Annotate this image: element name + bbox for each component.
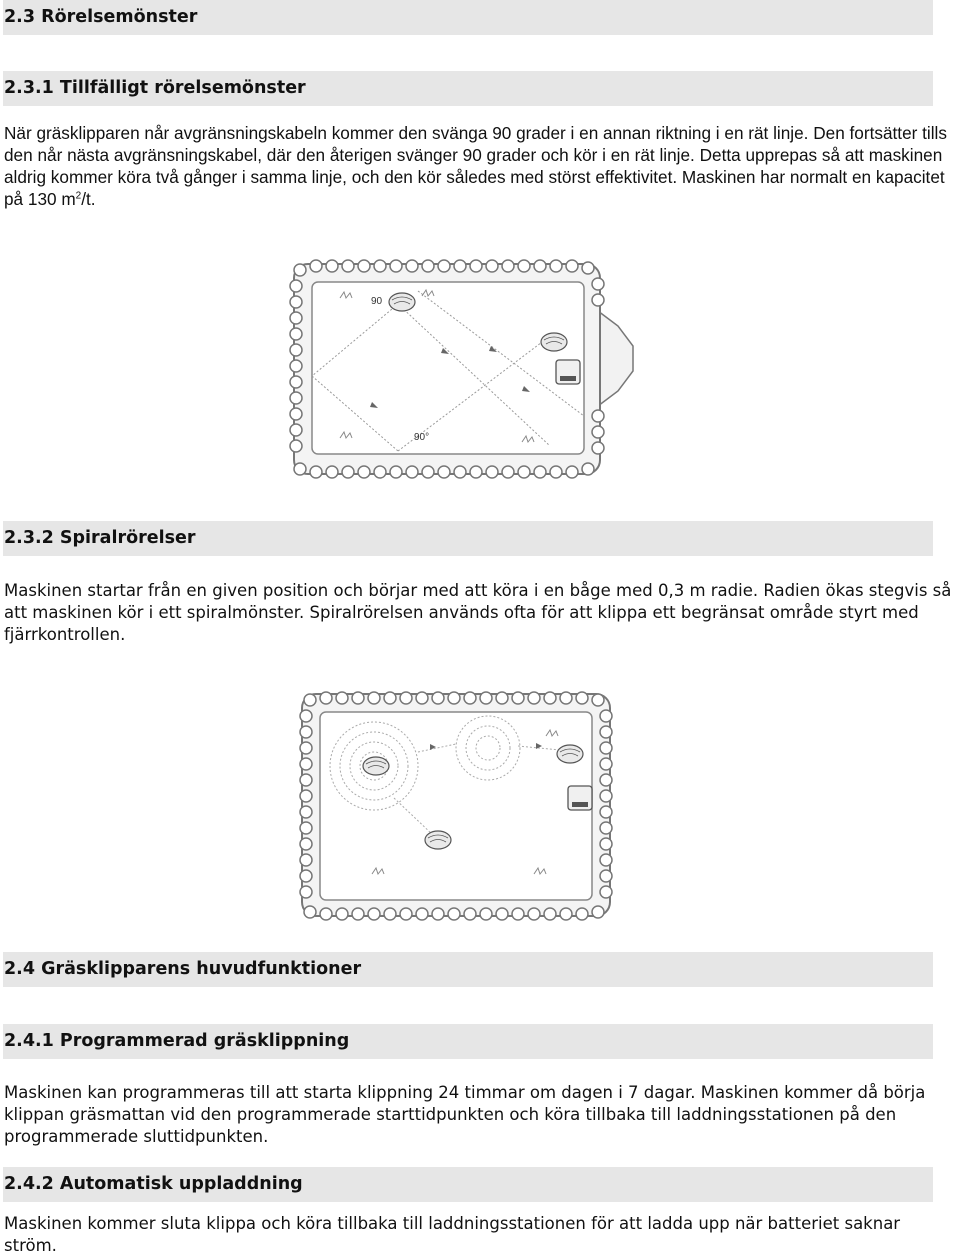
section-heading-2-4: 2.4 Gräsklipparens huvudfunktioner [3,952,933,987]
angle-label-top: 90 [371,296,383,307]
section-heading-2-3-2: 2.3.2 Spiralrörelser [3,521,933,556]
paragraph-auto-charging: Maskinen kommer sluta klippa och köra tillbaka till laddningsstationen för att ladda upp när batteriet saknar ström. [4,1214,901,1255]
section-heading-2-3: 2.3 Rörelsemönster [3,0,933,35]
angle-label-bottom: 90° [414,432,430,443]
section-heading-2-4-2: 2.4.2 Automatisk uppladdning [3,1167,933,1202]
paragraph-spiral: Maskinen startar från en given position och börjar med att köra i en båge med 0,3 m radie. Radien ökas stegvis så att maskinen kör i ett spiralmönster. Spiralrörelsen används ofta för att klippa ett begränsat område styrt med fjärrkontrollen. [4,581,952,644]
paragraph-temporary-pattern [4,122,956,210]
figure-spiral-pattern [298,690,618,922]
section-heading-2-4-1: 2.4.1 Programmerad gräsklippning [3,1024,933,1059]
paragraph-text-end: /t. [81,189,96,209]
figure-random-pattern [288,256,638,481]
paragraph-text-b: Detta upprepas så att maskinen aldrig kommer köra två gånger i samma linje, och den kör således med störst effektivitet. Maskinen har normalt en kapacitet på 130 m [4,145,945,209]
section-heading-2-3-1: 2.3.1 Tillfälligt rörelsemönster [3,71,933,106]
superscript-2: 2 [75,190,82,202]
paragraph-text-a: När gräsklipparen når avgränsningskabeln kommer den svänga 90 grader i en annan riktning i en rät linje. Den fortsätter tills den når nästa avgränsningskabel, där den återigen svänger 90 grader och kör i en rät linje. [4,123,947,165]
paragraph-programmed-mowing: Maskinen kan programmeras till att starta klippning 24 timmar om dagen i 7 dagar. Maskinen kommer då börja klippan gräsmattan vid den programmerade starttidpunkten och köra tillbaka till laddningsstationen på den programmerade sluttidpunkten. [4,1083,926,1146]
